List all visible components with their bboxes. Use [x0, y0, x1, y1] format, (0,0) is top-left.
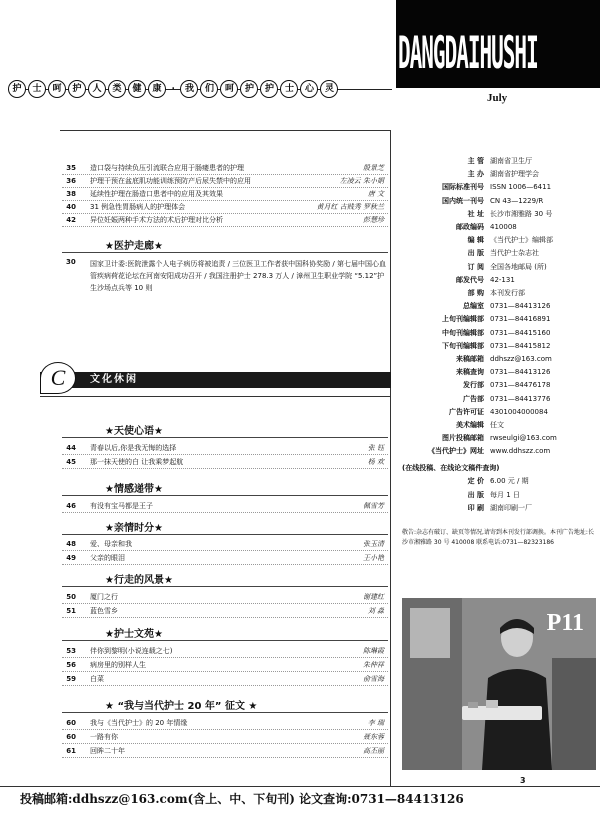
toc-author: 王小艳	[363, 554, 384, 562]
credit-value: 6.00 元 / 期	[490, 477, 529, 485]
credit-label: 图片投稿邮箱	[442, 434, 484, 443]
toc-article-title: 造口袋与持续负压引流联合应用于肠瘘患者的护理	[90, 164, 244, 172]
credit-label: 中旬刊编辑部	[442, 328, 484, 337]
credit-row	[402, 234, 598, 247]
magazine-title: DANGDAIHUSHI	[398, 28, 538, 79]
toc-author: 陈琳霞	[363, 647, 384, 655]
toc-row[interactable]	[62, 605, 388, 617]
toc-page-number: 36	[66, 177, 76, 185]
credit-value: 每月 1 日	[490, 490, 520, 499]
credit-label: 来稿邮箱	[456, 355, 484, 363]
toc-author: 俞雪海	[363, 675, 384, 683]
toc-row-divider	[62, 757, 388, 758]
slogan-char: 人	[88, 80, 106, 98]
credit-value: ddhszz@163.com	[490, 355, 552, 363]
credit-value: 410008	[490, 223, 517, 231]
credit-label: 总编室	[463, 302, 484, 311]
toc-author: 谢建红	[363, 593, 384, 601]
toc-article-title: 病房里的别样人生	[90, 661, 146, 669]
slogan-char: 呵	[48, 80, 66, 98]
toc-row-divider	[62, 550, 388, 551]
toc-page-number: 50	[66, 593, 76, 601]
credit-row	[402, 287, 598, 300]
toc-row[interactable]	[62, 500, 388, 512]
credit-value: ISSN 1006—6411	[490, 183, 552, 192]
credit-label: 上旬刊编辑部	[442, 315, 484, 324]
news-text[interactable]: 国家卫计委:医院泄露个人电子病历将被追责 / 三位医卫工作者获中国科协奖励 / 第七届中国心血管疾病荷花论坛在河南安阳成功召开 / 我国注册护士 278.3 万人 / 漳州卫生职业学院 “5.12”护生沙场点兵等 10 则	[90, 260, 386, 292]
credit-label: 美术编辑	[456, 421, 484, 429]
credit-label: 邮发代号	[456, 275, 484, 284]
column-c-emblem: C	[40, 362, 76, 394]
toc-row[interactable]	[62, 201, 388, 213]
toc-article-title: 白菜	[90, 675, 104, 683]
credit-row	[402, 247, 598, 260]
section-rule	[62, 640, 388, 641]
credit-row	[402, 353, 598, 366]
credit-label: 《当代护士》网址	[428, 447, 484, 456]
toc-author: 高丕丽	[363, 747, 384, 755]
toc-article-title: 延续性护理在肠造口患者中的应用及其效果	[90, 190, 223, 198]
credit-label: 定 价	[467, 477, 484, 485]
credit-value: 《当代护士》编辑部	[490, 236, 553, 245]
toc-author: 唐 文	[367, 190, 384, 198]
credit-value: 0731—84413126	[490, 302, 551, 311]
toc-row-divider	[62, 468, 388, 469]
toc-page-number: 44	[66, 444, 76, 452]
toc-top-rule	[60, 130, 391, 131]
toc-row[interactable]	[62, 745, 388, 757]
slogan-char: 类	[108, 80, 126, 98]
toc-article-title: 伴你到黎明(小说连载之七)	[90, 647, 173, 655]
toc-author: 刘 淼	[367, 607, 384, 615]
toc-author: 朱仲祥	[363, 661, 384, 669]
toc-article-title: 父亲的眼泪	[90, 554, 125, 562]
toc-row[interactable]	[62, 162, 388, 174]
credit-row	[402, 366, 598, 379]
credit-label: 出 版	[467, 249, 484, 258]
toc-article-title: 那一抹天使的白 让我乘梦起航	[90, 458, 184, 466]
toc-row[interactable]	[62, 188, 388, 200]
credit-row	[402, 168, 598, 181]
slogan-char: 士	[280, 80, 298, 98]
credit-row	[402, 406, 598, 419]
credit-label: 国际标准刊号	[442, 183, 484, 192]
section-title: ★ “我与当代护士 20 年” 征文 ★	[105, 701, 258, 712]
credit-row	[402, 274, 598, 287]
credit-row	[402, 261, 598, 274]
section-rule	[62, 437, 388, 438]
toc-row[interactable]	[62, 442, 388, 454]
toc-page-number: 40	[66, 203, 76, 211]
toc-row-divider	[62, 671, 388, 672]
credit-value: 42-131	[490, 275, 515, 284]
credit-row	[402, 313, 598, 326]
slogan-char: 士	[28, 80, 46, 98]
slogan-char: 康	[148, 80, 166, 98]
credit-row	[402, 221, 598, 234]
toc-row-divider	[62, 685, 388, 686]
credit-row	[402, 475, 598, 488]
toc-row-divider	[62, 617, 388, 618]
credit-value: 任文	[490, 421, 504, 429]
slogan-char: 灵	[320, 80, 338, 98]
credit-row	[402, 208, 598, 221]
credit-label: 部 购	[467, 289, 484, 297]
credit-label: 发行部	[463, 381, 484, 390]
notice-text: 敬告:杂志有破订、缺页等情况,请寄到本刊发行部调换。本刊广告地址:长沙市湘雅路 30 号 410008 联系电话:0731—82323186	[402, 529, 594, 546]
credit-label: 来稿查询	[456, 368, 484, 377]
slogan-char: 我	[180, 80, 198, 98]
photo-page-badge: P11	[546, 610, 584, 636]
credit-row	[402, 379, 598, 392]
credit-value: 0731—84476178	[490, 381, 551, 390]
credit-row	[402, 432, 598, 445]
section-title: ★行走的风景★	[105, 575, 173, 586]
credit-value: 湖南印刷一厂	[490, 504, 532, 512]
toc-row[interactable]	[62, 214, 388, 226]
credit-row	[402, 300, 598, 313]
toc-row[interactable]	[62, 673, 388, 685]
slogan-char: 心	[300, 80, 318, 98]
slogan-char: 护	[260, 80, 278, 98]
news-section-rule	[62, 252, 388, 253]
toc-page-number: 46	[66, 502, 76, 510]
credit-value: www.ddhszz.com	[490, 447, 551, 456]
column-label: 文化休闲	[90, 374, 138, 385]
credit-value: 0731—84415812	[490, 341, 551, 350]
toc-row-divider	[62, 743, 388, 744]
section-title: ★亲情时分★	[105, 523, 163, 534]
column-under-rule	[40, 396, 391, 397]
credit-label: 国内统一刊号	[442, 196, 484, 205]
credit-row	[402, 327, 598, 340]
toc-row[interactable]	[62, 659, 388, 671]
toc-page-number: 35	[66, 164, 76, 172]
credit-label: 社 址	[467, 209, 484, 218]
footer-contact[interactable]: 投稿邮箱:ddhszz@163.com(含上、中、下旬刊) 论文查询:0731—84413126	[20, 792, 464, 806]
credit-label: 广告许可证	[449, 407, 484, 416]
credit-value: CN 43—1229/R	[490, 196, 544, 205]
column-divider	[390, 130, 391, 786]
toc-article-title: 蓝色雪乡	[90, 607, 118, 615]
toc-author: 黄月红 古贱秀 罗秋兰	[316, 203, 384, 211]
news-page-number: 30	[66, 258, 76, 266]
toc-article-title: 我与《当代护士》的 20 年情缘	[90, 719, 188, 727]
credit-row	[402, 489, 598, 502]
toc-article-title: 有没有宝马都是王子	[90, 502, 153, 510]
toc-author: 彭慧珍	[363, 216, 384, 224]
toc-page-number: 53	[66, 647, 76, 655]
section-title: ★护士文苑★	[105, 629, 163, 640]
credit-value: 湖南省卫生厅	[490, 157, 532, 165]
toc-row[interactable]	[62, 552, 388, 564]
toc-author: 李 瑞	[367, 719, 384, 727]
toc-article-title: 青春以后,你是我无悔的选择	[90, 444, 177, 452]
news-section-title: ★医护走廊★	[105, 241, 163, 252]
section-title: ★情感递带★	[105, 484, 163, 495]
issue-month: July	[487, 92, 508, 104]
toc-row[interactable]	[62, 456, 388, 468]
toc-article-title: 厦门之行	[90, 593, 118, 601]
toc-row-divider	[62, 454, 388, 455]
page-number: 3	[520, 776, 526, 785]
credit-label: 编 辑	[467, 236, 484, 245]
toc-author: 佩雪芳	[363, 502, 384, 510]
credit-row	[402, 195, 598, 208]
credit-value: 0731—84413776	[490, 394, 551, 403]
toc-page-number: 60	[66, 733, 76, 741]
slogan-char: 护	[68, 80, 86, 98]
slogan-band	[8, 80, 392, 98]
toc-row-divider	[62, 603, 388, 604]
toc-page-number: 51	[66, 607, 76, 615]
toc-row[interactable]	[62, 717, 388, 729]
toc-page-number: 59	[66, 675, 76, 683]
slogan-char: 护	[8, 80, 26, 98]
credit-row	[402, 419, 598, 432]
toc-author: 左凌云 朱小娟	[339, 177, 384, 185]
toc-article-title: 一路有你	[90, 733, 118, 741]
credit-row	[402, 340, 598, 353]
credit-value: 当代护士杂志社	[490, 249, 539, 258]
credit-label: 订 阅	[467, 262, 484, 271]
credit-value: 长沙市湘雅路 30 号	[490, 209, 553, 218]
credit-value: 0731—84413126	[490, 368, 551, 377]
credit-row	[402, 155, 598, 168]
toc-page-number: 38	[66, 190, 76, 198]
slogan-char: 护	[240, 80, 258, 98]
toc-row-divider	[62, 729, 388, 730]
slogan-char: 健	[128, 80, 146, 98]
credit-value: 0731—84415160	[490, 328, 551, 337]
credit-row	[402, 181, 598, 194]
credit-row	[402, 502, 598, 515]
credit-label: 主 管	[467, 157, 484, 165]
section-rule	[62, 712, 388, 713]
credit-label: 印 刷	[467, 504, 484, 512]
toc-author: 殷景芝	[363, 164, 384, 172]
toc-author: 杨 欢	[367, 458, 384, 466]
credit-value: 4301004000084	[490, 407, 548, 416]
slogan-char: 们	[200, 80, 218, 98]
slogan-char: 呵	[220, 80, 238, 98]
toc-row-divider	[62, 657, 388, 658]
toc-page-number: 45	[66, 458, 76, 466]
credit-value: rwseulgi@163.com	[490, 434, 557, 443]
toc-author: 张 钰	[367, 444, 384, 452]
toc-row[interactable]	[62, 175, 388, 187]
section-rule	[62, 586, 388, 587]
nurse-photo	[402, 598, 596, 770]
section-rule	[62, 495, 388, 496]
credit-value: 全国各地邮局 (所)	[490, 262, 547, 271]
toc-article-title: 31 例急性胃肠病人的护理体会	[90, 203, 186, 211]
credit-label: 下旬刊编辑部	[442, 341, 484, 350]
toc-row[interactable]	[62, 591, 388, 603]
toc-row[interactable]	[62, 538, 388, 550]
section-rule	[62, 534, 388, 535]
toc-page-number: 60	[66, 719, 76, 727]
credit-value: 0731—84416891	[490, 315, 551, 324]
credit-row	[402, 445, 598, 458]
toc-article-title: 爱、母亲和我	[90, 540, 132, 548]
section-title: ★天使心语★	[105, 426, 163, 437]
toc-article-title: 回眸二十年	[90, 747, 125, 755]
toc-row-divider	[62, 512, 388, 513]
credit-label: 出 版	[467, 490, 484, 499]
toc-row-divider	[62, 564, 388, 565]
toc-page-number: 49	[66, 554, 76, 562]
toc-row[interactable]	[62, 645, 388, 657]
toc-article-title: 护理干预在盆底肌功能训练预防产后尿失禁中的应用	[90, 177, 251, 185]
credit-value: 本刊发行部	[490, 289, 525, 297]
credit-label: 邮政编码	[456, 223, 484, 231]
toc-page-number: 42	[66, 216, 76, 224]
toc-page-number: 61	[66, 747, 76, 755]
toc-page-number: 56	[66, 661, 76, 669]
toc-row-divider	[62, 226, 388, 227]
toc-author: 张玉清	[363, 540, 384, 548]
toc-article-title: 异位妊娠两种手术方法的术后护理对比分析	[90, 216, 223, 224]
toc-page-number: 48	[66, 540, 76, 548]
credit-row	[402, 393, 598, 406]
slogan-separator: ·	[171, 81, 176, 97]
credits-note: (在线投稿、在线论文稿件查询)	[402, 464, 500, 472]
credit-value: 湖南省护理学会	[490, 170, 539, 179]
toc-row[interactable]	[62, 731, 388, 743]
credit-label: 主 办	[467, 170, 484, 179]
credit-label: 广告部	[463, 394, 484, 403]
footer-rule	[0, 786, 600, 787]
toc-author: 聂东蓉	[363, 733, 384, 741]
